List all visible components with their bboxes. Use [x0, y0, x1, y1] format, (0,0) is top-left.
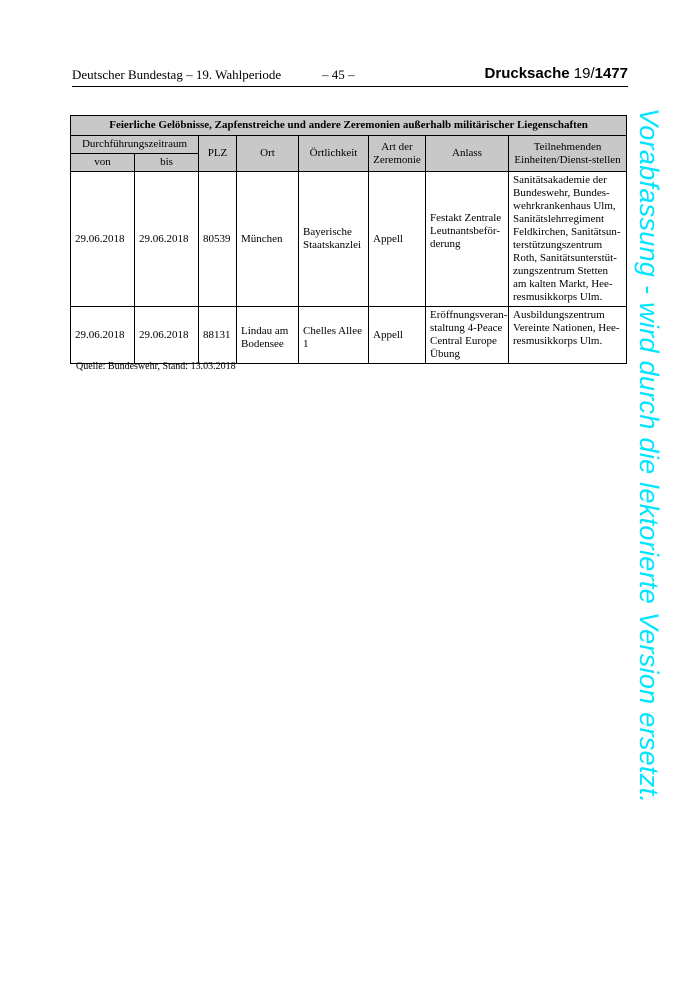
ceremonies-table	[70, 115, 627, 364]
drucksache-id: 1477	[594, 65, 628, 82]
cell-anlass: Eröffnungsveran-staltung 4-Peace Central Europe Übung	[426, 307, 509, 364]
header-rule	[72, 86, 628, 87]
cell-teilnehmende: Sanitätsakademie der Bundeswehr, Bundes-wehrkrankenhaus Ulm, Sanitätslehrregiment Feldkirchen, Sanitätsun-terstützungszentrum Roth, Sanitätsunterstüt-zungszentrum Stetten am kalten Markt, Hee-resmusikkorps Ulm.	[509, 172, 627, 307]
cell-plz: 80539	[199, 172, 237, 307]
header-oertlichkeit: Örtlichkeit	[299, 136, 369, 172]
drucksache-prefix: 19/	[573, 65, 595, 82]
cell-art: Appell	[369, 172, 426, 307]
cell-von: 29.06.2018	[71, 307, 135, 364]
page-header	[72, 67, 628, 85]
table-row	[71, 172, 627, 307]
cell-oertlichkeit: Chelles Allee 1	[299, 307, 369, 364]
cell-bis: 29.06.2018	[135, 172, 199, 307]
header-durchfuehrungszeitraum: Durchführungszeitraum	[71, 136, 199, 154]
cell-teilnehmende: Ausbildungszentrum Vereinte Nationen, Hee-resmusikkorps Ulm.	[509, 307, 627, 364]
ceremonies-table-wrapper	[70, 115, 626, 364]
header-anlass: Anlass	[426, 136, 509, 172]
cell-bis: 29.06.2018	[135, 307, 199, 364]
cell-oertlichkeit: Bayerische Staatskanzlei	[299, 172, 369, 307]
header-bis: bis	[135, 154, 199, 172]
drucksache-label: Drucksache	[484, 65, 570, 82]
page-number: – 45 –	[322, 67, 355, 82]
header-plz: PLZ	[199, 136, 237, 172]
cell-ort: München	[237, 172, 299, 307]
table-row	[71, 307, 627, 364]
cell-plz: 88131	[199, 307, 237, 364]
cell-anlass: Festakt Zentrale Leutnantsbeför-derung	[426, 172, 509, 307]
source-note: Quelle: Bundeswehr, Stand: 13.03.2018	[76, 361, 236, 372]
header-teilnehmende: Teilnehmenden Einheiten/Dienst-stellen	[509, 136, 627, 172]
header-publication: Deutscher Bundestag – 19. Wahlperiode	[72, 67, 282, 82]
header-von: von	[71, 154, 135, 172]
table-title: Feierliche Gelöbnisse, Zapfenstreiche und andere Zeremonien außerhalb militärischer Liegenschaften	[71, 116, 627, 136]
cell-art: Appell	[369, 307, 426, 364]
header-ort: Ort	[237, 136, 299, 172]
cell-von: 29.06.2018	[71, 172, 135, 307]
watermark-text: Vorabfassung - wird durch die lektorierte Version ersetzt.	[634, 108, 664, 804]
cell-ort: Lindau am Bodensee	[237, 307, 299, 364]
draft-watermark	[628, 108, 688, 898]
drucksache-number	[485, 65, 628, 82]
header-art-der-zeremonie: Art der Zeremonie	[369, 136, 426, 172]
